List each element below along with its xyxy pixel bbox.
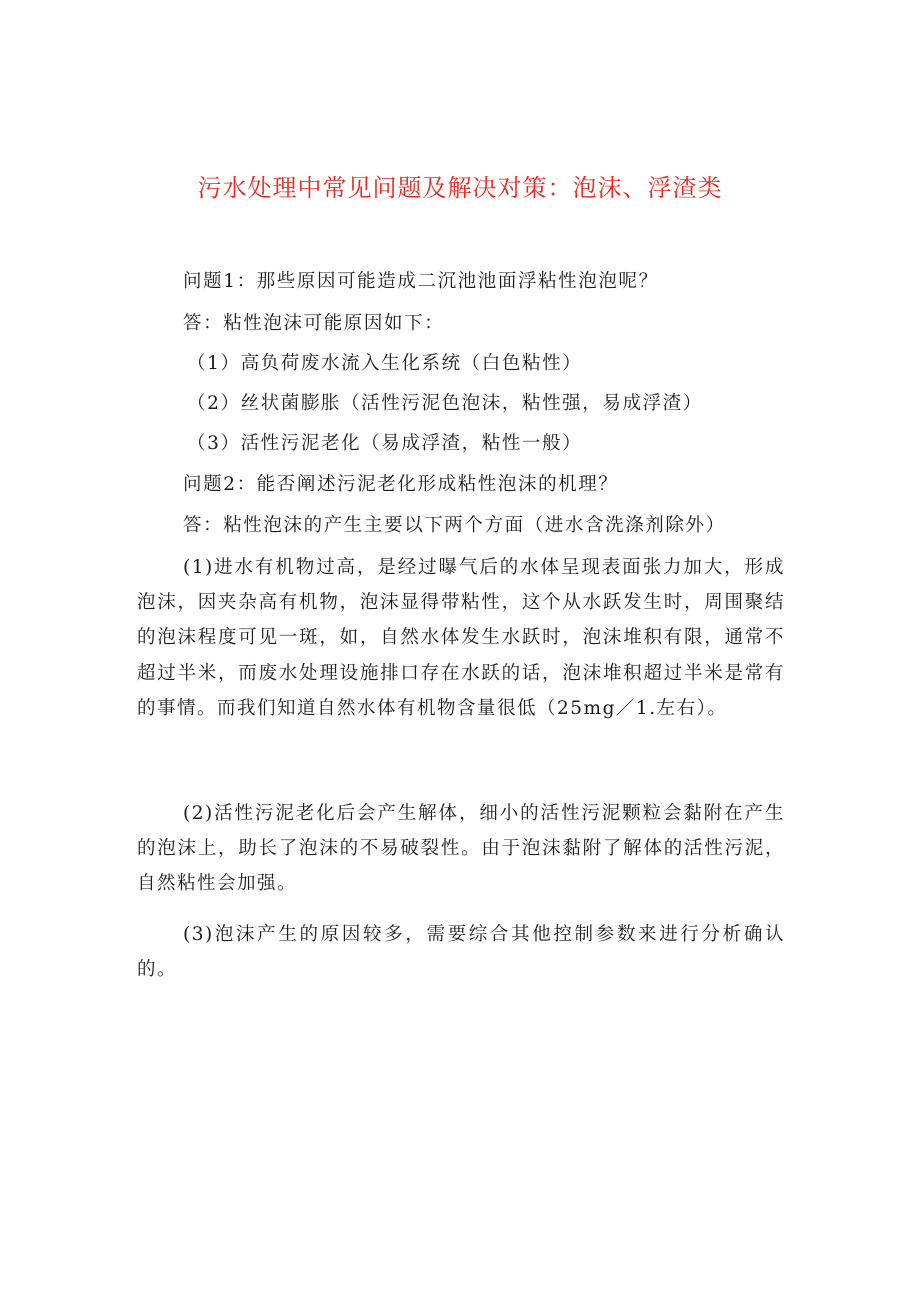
question-1: 问题1：那些原因可能造成二沉池池面浮粘性泡泡呢？ bbox=[183, 271, 659, 292]
answer-1-item-2: （2）丝状菌膨胀（活性污泥色泡沫，粘性强，易成浮渣） bbox=[187, 393, 703, 414]
question-2: 问题2：能否阐述污泥老化形成粘性泡沫的机理？ bbox=[183, 474, 619, 495]
answer-2-intro: 答：粘性泡沫的产生主要以下两个方面（进水含洗涤剂除外） bbox=[183, 515, 726, 536]
document-title: 污水处理中常见问题及解决对策：泡沫、浮渣类 bbox=[197, 174, 723, 202]
answer-2-paragraph-2: (2)活性污泥老化后会产生解体，细小的活性污泥颗粒会黏附在产生的泡沫上，助长了泡沫的不易破裂性。由于泡沫黏附了解体的活性污泥，自然粘性会加强。 bbox=[137, 803, 785, 895]
answer-1-intro: 答：粘性泡沫可能原因如下： bbox=[183, 313, 445, 334]
answer-1-item-1: （1）高负荷废水流入生化系统（白色粘性） bbox=[187, 353, 583, 374]
answer-1-item-3: （3）活性污泥老化（易成浮渣，粘性一般） bbox=[187, 433, 583, 454]
answer-2-paragraph-3: (3)泡沫产生的原因较多，需要综合其他控制参数来进行分析确认的。 bbox=[137, 924, 785, 981]
answer-2-paragraph-1: (1)进水有机物过高，是经过曝气后的水体呈现表面张力加大，形成泡沫，因夹杂高有机物，泡沫显得带粘性，这个从水跃发生时，周围聚结的泡沫程度可见一斑，如，自然水体发生水跃时，泡沫堆积有限，通常不超过半米，而废水处理设施排口存在水跃的话，泡沫堆积超过半米是常有的事情。而我们知道自然水体有机物含量很低（25mg／1.左右）。 bbox=[137, 557, 785, 719]
